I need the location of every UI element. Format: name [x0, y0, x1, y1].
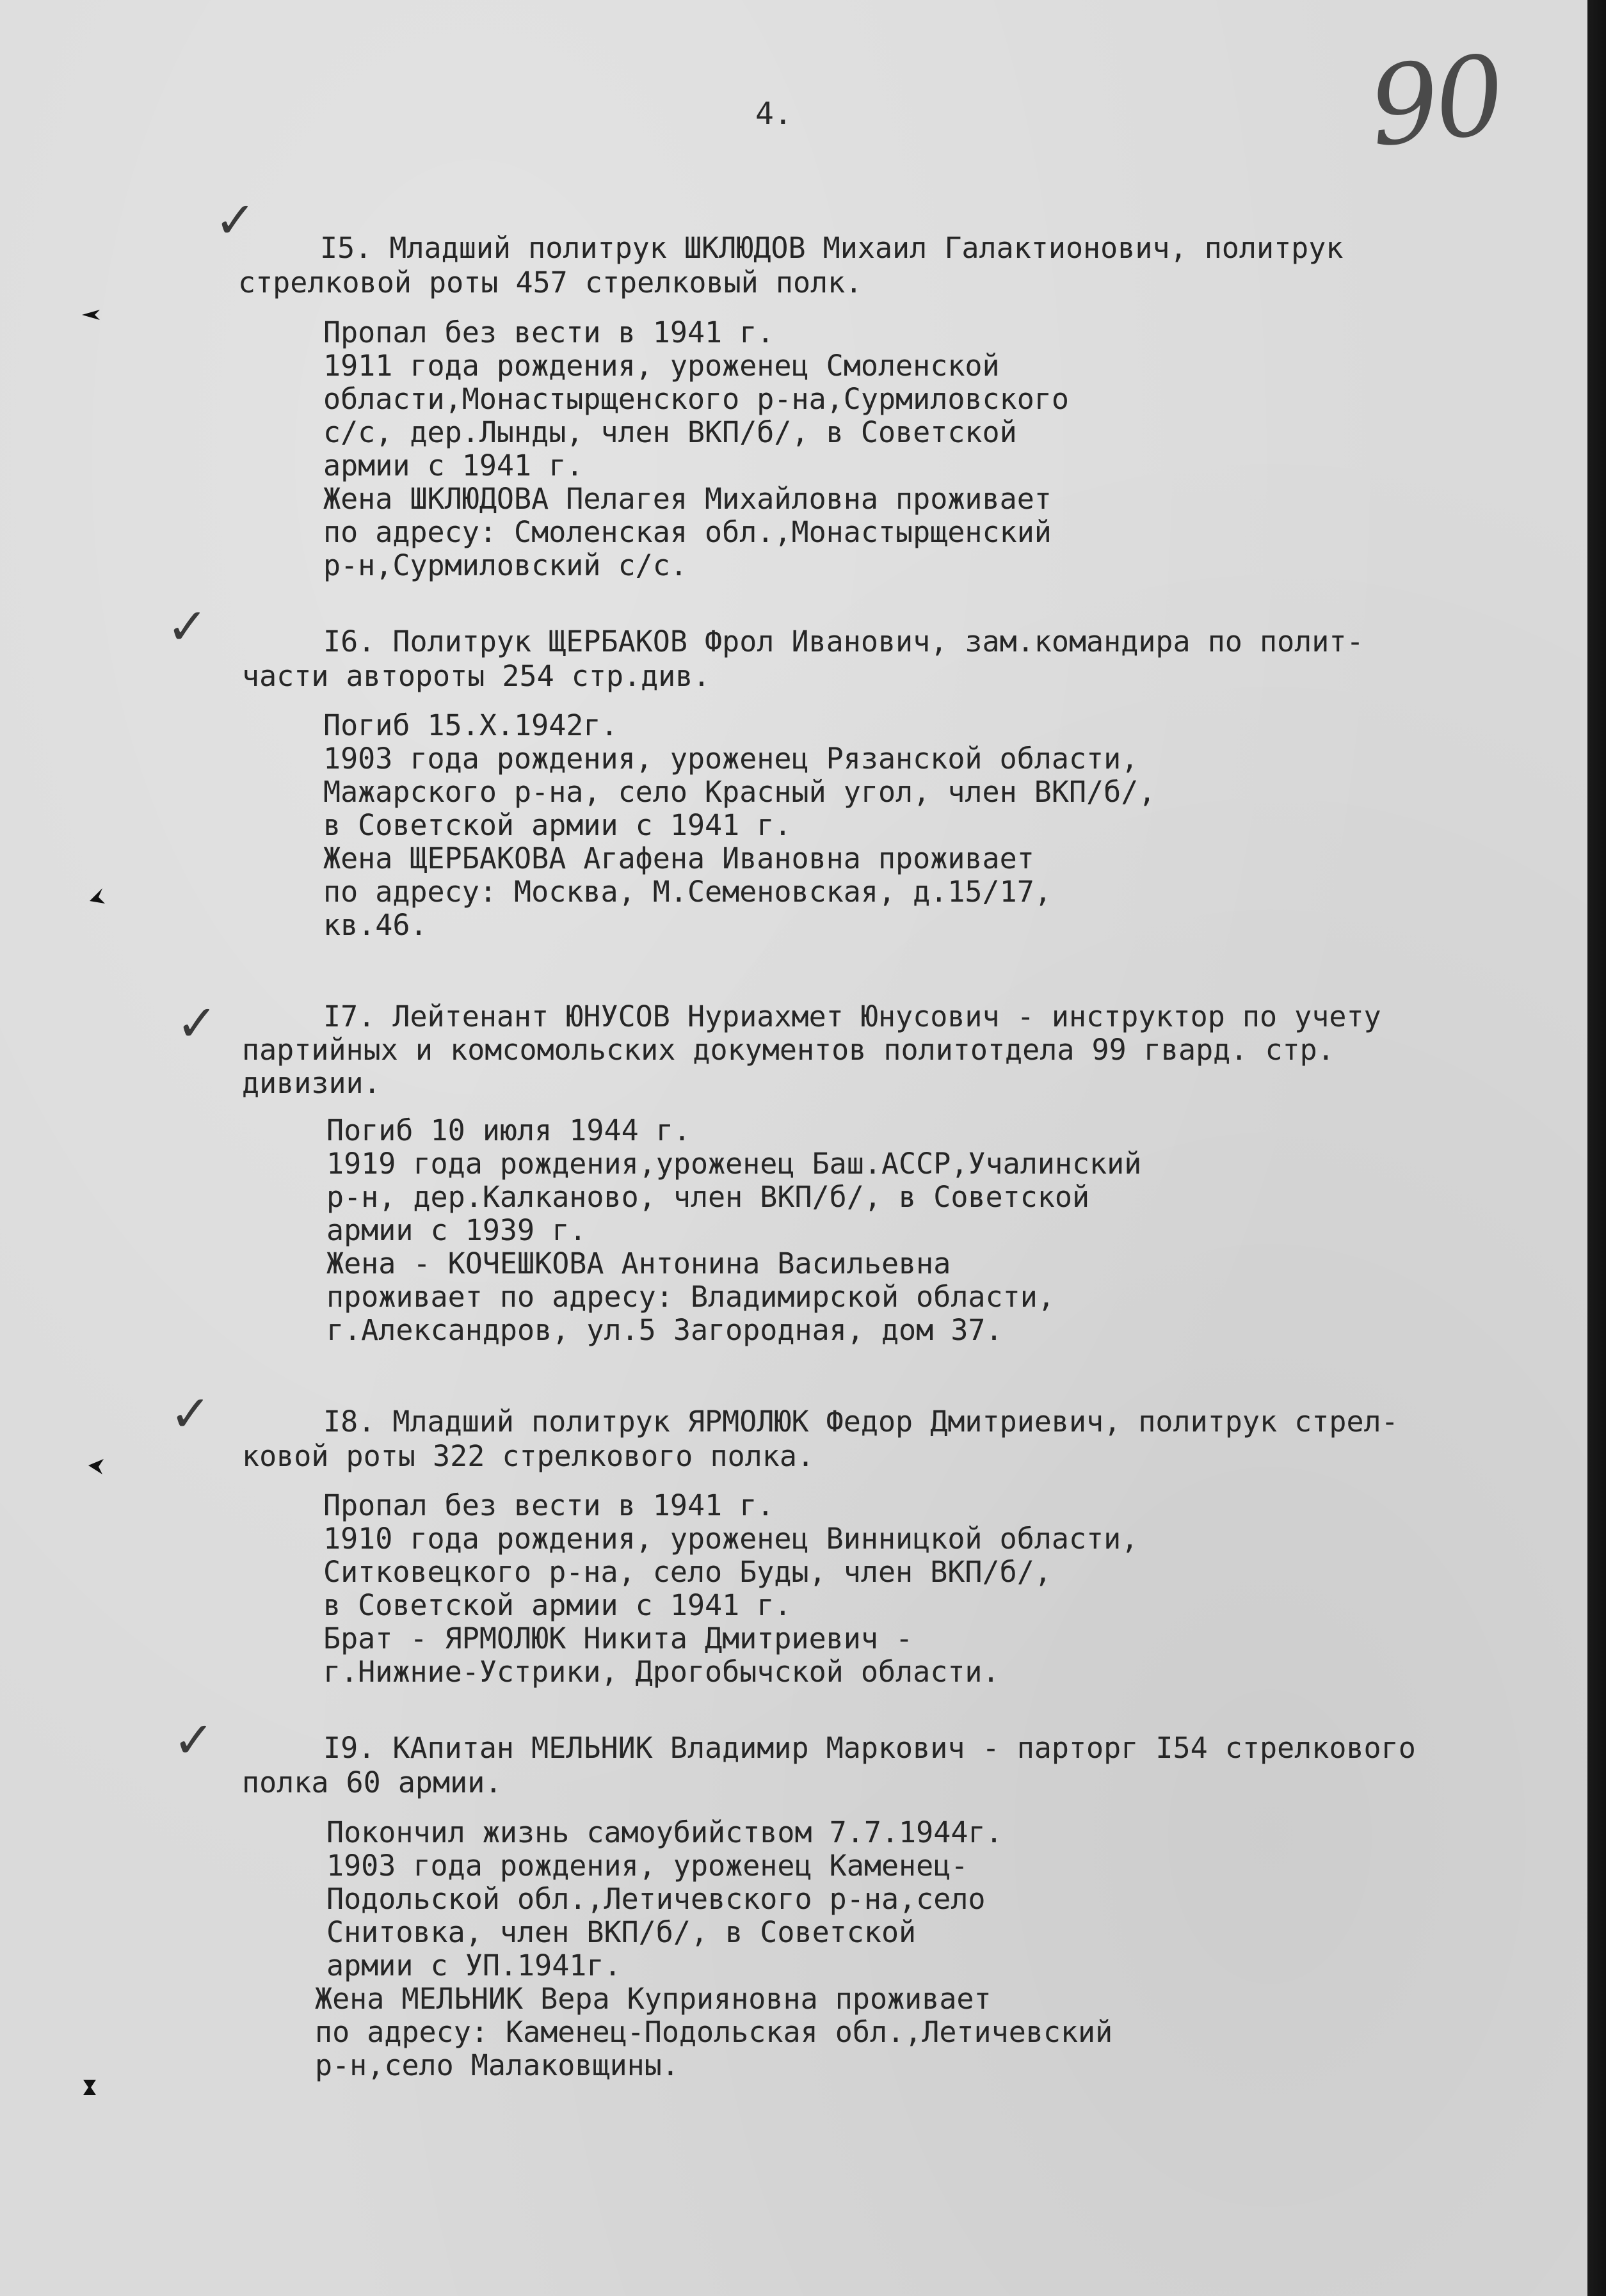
- entry-18-detail: 1910 года рождения, уроженец Винницкой области,: [323, 1522, 1139, 1556]
- check-mark-icon: ✓: [173, 1712, 215, 1769]
- entry-18-detail: Ситковецкого р-на, село Буды, член ВКП/б/,: [323, 1555, 1052, 1589]
- entry-15-detail: с/с, дер.Лынды, член ВКП/б/, в Советской: [323, 415, 1017, 449]
- entry-17-detail: Жена - КОЧЕШКОВА Антонина Васильевна: [326, 1247, 951, 1280]
- entry-15-detail: р-н,Сурмиловский с/с.: [323, 548, 687, 582]
- entry-16-detail: кв.46.: [323, 908, 428, 942]
- check-mark-icon: ✓: [176, 995, 218, 1053]
- entry-15-heading: стрелковой роты 457 стрелковый полк.: [238, 266, 863, 299]
- entry-19-detail: Снитовка, член ВКП/б/, в Советской: [326, 1915, 917, 1949]
- entry-18-detail: Брат - ЯРМОЛЮК Никита Дмитриевич -: [323, 1622, 913, 1655]
- entry-17-detail: 1919 года рождения,уроженец Баш.АССР,Учалинский: [326, 1147, 1142, 1181]
- entry-16-detail: Жена ЩЕРБАКОВА Агафена Ивановна проживает: [323, 841, 1034, 875]
- entry-18-heading: ковой роты 322 стрелкового полка.: [242, 1439, 815, 1473]
- entry-16-heading: I6. Политрук ЩЕРБАКОВ Фрол Иванович, зам.командира по полит-: [323, 625, 1364, 658]
- entry-16-detail: 1903 года рождения, уроженец Рязанской области,: [323, 742, 1139, 776]
- entry-17-detail: проживает по адресу: Владимирской области,: [326, 1280, 1055, 1314]
- entry-18-detail: Пропал без вести в 1941 г.: [323, 1488, 775, 1522]
- punch-hole-icon: [76, 2073, 104, 2101]
- entry-18-detail: в Советской армии с 1941 г.: [323, 1588, 792, 1622]
- entry-19-detail: Жена МЕЛЬНИК Вера Куприяновна проживает: [315, 1982, 992, 2016]
- entry-16-heading: части автороты 254 стр.див.: [242, 659, 711, 693]
- entry-16-detail: по адресу: Москва, М.Семеновская, д.15/17,: [323, 875, 1052, 909]
- entry-19-heading: полка 60 армии.: [242, 1766, 502, 1799]
- punch-hole-icon: [77, 301, 105, 329]
- check-mark-icon: ✓: [166, 598, 209, 656]
- entry-16-detail: Мажарского р-на, село Красный угол, член ВКП/б/,: [323, 775, 1156, 809]
- entry-17-detail: г.Александров, ул.5 Загородная, дом 37.: [326, 1313, 1003, 1347]
- entry-15-detail: Пропал без вести в 1941 г.: [323, 315, 775, 349]
- entry-16-detail: в Советской армии с 1941 г.: [323, 808, 792, 842]
- check-mark-icon: ✓: [170, 1385, 212, 1443]
- entry-17-detail: армии с 1939 г.: [326, 1213, 587, 1247]
- entry-18-detail: г.Нижние-Устрики, Дрогобычской области.: [323, 1655, 1000, 1689]
- scan-edge: [1587, 0, 1606, 2296]
- entry-19-detail: Подольской обл.,Летичевского р-на,село: [326, 1882, 986, 1916]
- archive-page-number: 90: [1363, 31, 1507, 172]
- entry-19-detail: 1903 года рождения, уроженец Каменец-: [326, 1849, 968, 1883]
- entry-19-detail: Покончил жизнь самоубийством 7.7.1944г.: [326, 1815, 1003, 1849]
- punch-hole-icon: [82, 1453, 110, 1481]
- entry-15-detail: Жена ШКЛЮДОВА Пелагея Михайловна проживает: [323, 482, 1052, 516]
- entry-15-detail: армии с 1941 г.: [323, 449, 584, 482]
- punch-hole-icon: [83, 883, 111, 911]
- entry-17-heading: партийных и комсомольских документов политотдела 99 гвард. стр.: [242, 1033, 1335, 1067]
- entry-17-detail: р-н, дер.Калканово, член ВКП/б/, в Советской: [326, 1180, 1090, 1214]
- entry-17-heading: I7. Лейтенант ЮНУСОВ Нуриахмет Юнусович - инструктор по учету: [323, 1000, 1381, 1033]
- entry-15-detail: 1911 года рождения, уроженец Смоленской: [323, 349, 1000, 383]
- check-mark-icon: ✓: [214, 192, 257, 250]
- entry-15-detail: по адресу: Смоленская обл.,Монастырщенский: [323, 515, 1052, 549]
- entry-19-detail: р-н,село Малаковщины.: [315, 2048, 679, 2082]
- entry-16-detail: Погиб 15.Х.1942г.: [323, 708, 618, 742]
- entry-17-heading: дивизии.: [242, 1066, 381, 1100]
- entry-19-detail: по адресу: Каменец-Подольская обл.,Летичевский: [315, 2015, 1113, 2049]
- entry-15-heading: I5. Младший политрук ШКЛЮДОВ Михаил Галактионович, политрук: [320, 231, 1344, 265]
- page-number: 4.: [755, 96, 792, 132]
- entry-17-detail: Погиб 10 июля 1944 г.: [326, 1113, 691, 1147]
- entry-19-detail: армии с УП.1941г.: [326, 1949, 622, 1982]
- entry-18-heading: I8. Младший политрук ЯРМОЛЮК Федор Дмитриевич, политрук стрел-: [323, 1405, 1399, 1439]
- entry-15-detail: области,Монастырщенского р-на,Сурмиловского: [323, 382, 1069, 416]
- entry-19-heading: I9. КАпитан МЕЛЬНИК Владимир Маркович - парторг I54 стрелкового: [323, 1731, 1416, 1765]
